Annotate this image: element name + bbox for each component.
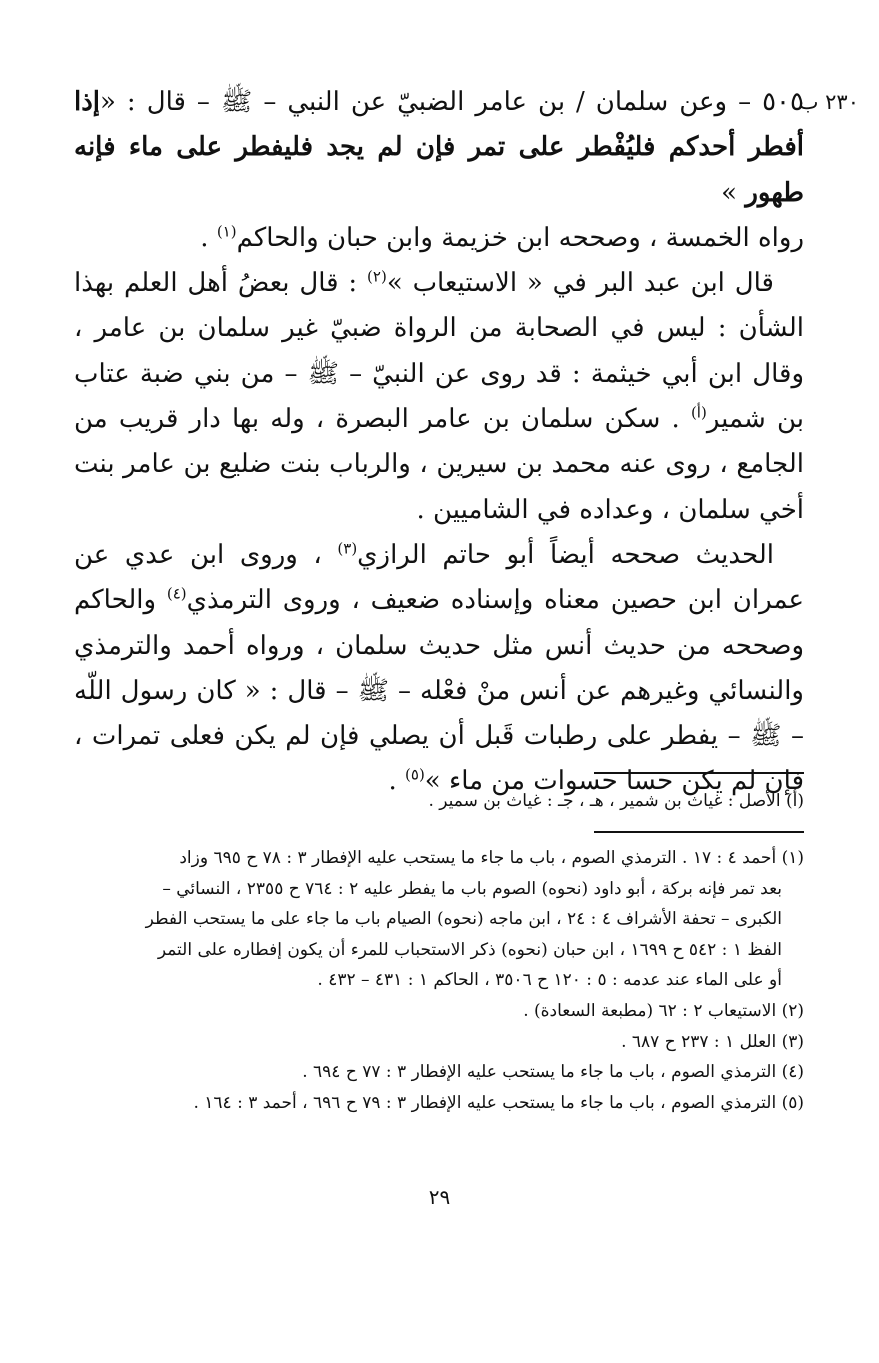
paragraph-text: ، وروى ابن عدي عن عمران ابن حصين معناه وإسناده ضعيف ، وروى الترمذي [74,539,805,616]
narration-end: . [200,222,217,253]
narration-paragraph [74,216,804,261]
footnote-marker: (٢) [367,267,387,286]
main-text [74,80,804,805]
footnote-line: أو على الماء عند عدمه : ٥ : ١٢٠ ح ٣٥٠٦ ، الحاكم ١ : ٤٣١ – ٤٣٢ . [317,970,782,991]
paragraph-text: والحاكم وصححه من حديث أنس مثل حديث سلمان ، ورواه أحمد والترمذي والنسائي وغيرهم عن أنس منْ فعْله – ﷺ – قال : « كان رسول اللّه – ﷺ – يفطر على رطبات قَبل أن يصلي فإن لم يكن فعلى تمرات ، فإن لم يكن حسا حسوات من ماء » [74,585,804,797]
footnote-line: الكبرى – تحفة الأشراف ٤ : ٢٤ ، ابن ماجه (نحوه) الصيام باب ما جاء على ما يستحب الفطر [145,909,782,930]
footnote-1 [74,843,804,996]
page-number: ٢٩ [428,1185,451,1209]
paragraph-text: : قال بعضُ أهل العلم بهذا الشأن : ليس في الصحابة من الرواة ضبيّ غير سلمان بن عامر ، وقال ابن أبي خيثمة : قد روى عن النبيّ – ﷺ – من بني ضبة عتاب بن شمير [74,268,804,435]
manuscript-folio-reference: ٢٣٠ ب [798,90,859,114]
footnote-separator [594,831,804,833]
footnote-marker: (٣) [337,539,358,558]
footnote-2: (٢) الاستيعاب ٢ : ٦٢ (مطبعة السعادة) . [523,1000,804,1021]
footnote-4: (٤) الترمذي الصوم ، باب ما جاء ما يستحب عليه الإفطار ٣ : ٧٧ ح ٦٩٤ . [302,1062,804,1083]
paragraph-text: . [388,766,406,797]
footnote-separator [594,772,804,774]
hadith-text: إذا أفطر أحدكم فليُفْطر على تمر فإن لم يجد فليفطر على ماء فإنه طهور [74,87,804,208]
manuscript-variant-note: (أ) الأصل : غياث بن شمير ، هـ ، جـ : غياث بن سمير . [428,791,804,811]
commentary-paragraph-2 [74,533,804,805]
hadith-paragraph [74,80,804,216]
footnotes [74,843,804,1118]
footnote-line: (١) أحمد ٤ : ١٧ . الترمذي الصوم ، باب ما جاء ما يستحب عليه الإفطار ٣ : ٧٨ ح ٦٩٥ وزاد [179,848,804,868]
hadith-close: » [721,177,746,208]
footnote-3: (٣) العلل ١ : ٢٣٧ ح ٦٨٧ . [621,1031,804,1052]
footnote-line: الفظ ١ : ٥٤٢ ح ١٦٩٩ ، ابن حبان (نحوه) ذكر الاستحباب للمرء أن يكون إفطاره على التمر [157,939,782,960]
footnote-5: (٥) الترمذي الصوم ، باب ما جاء ما يستحب عليه الإفطار ٣ : ٧٩ ح ٦٩٦ ، أحمد ٣ : ١٦٤ . [193,1092,804,1113]
commentary-paragraph-1 [74,261,804,533]
paragraph-text: قال ابن عبد البر في « الاستيعاب » [386,268,774,299]
footnote-marker: (١) [216,222,237,241]
narration-text: رواه الخمسة ، وصححه ابن خزيمة وابن حبان والحاكم [236,222,804,253]
footnote-marker: (أ) [690,403,707,422]
footnote-line: بعد تمر فإنه بركة ، أبو داود (نحوه) الصوم باب ما يفطر عليه ٢ : ٧٦٤ ح ٢٣٥٥ ، النسائي – [162,878,782,899]
hadith-intro: ٥٠٥ – وعن سلمان / بن عامر الضبيّ عن النبي – ﷺ – قال : « [100,87,804,117]
footnote-marker: (٥) [405,765,425,784]
paragraph-text: الحديث صححه أيضاً أبو حاتم الرازي [357,539,774,570]
paragraph-text: . سكن سلمان بن عامر البصرة ، وله بها دار قريب من الجامع ، روى عنه محمد بن سيرين ، والرباب بنت ضليع بن عامر بنت أخي سلمان ، وعداده في الشاميين . [74,404,804,525]
footnote-marker: (٤) [166,584,187,603]
